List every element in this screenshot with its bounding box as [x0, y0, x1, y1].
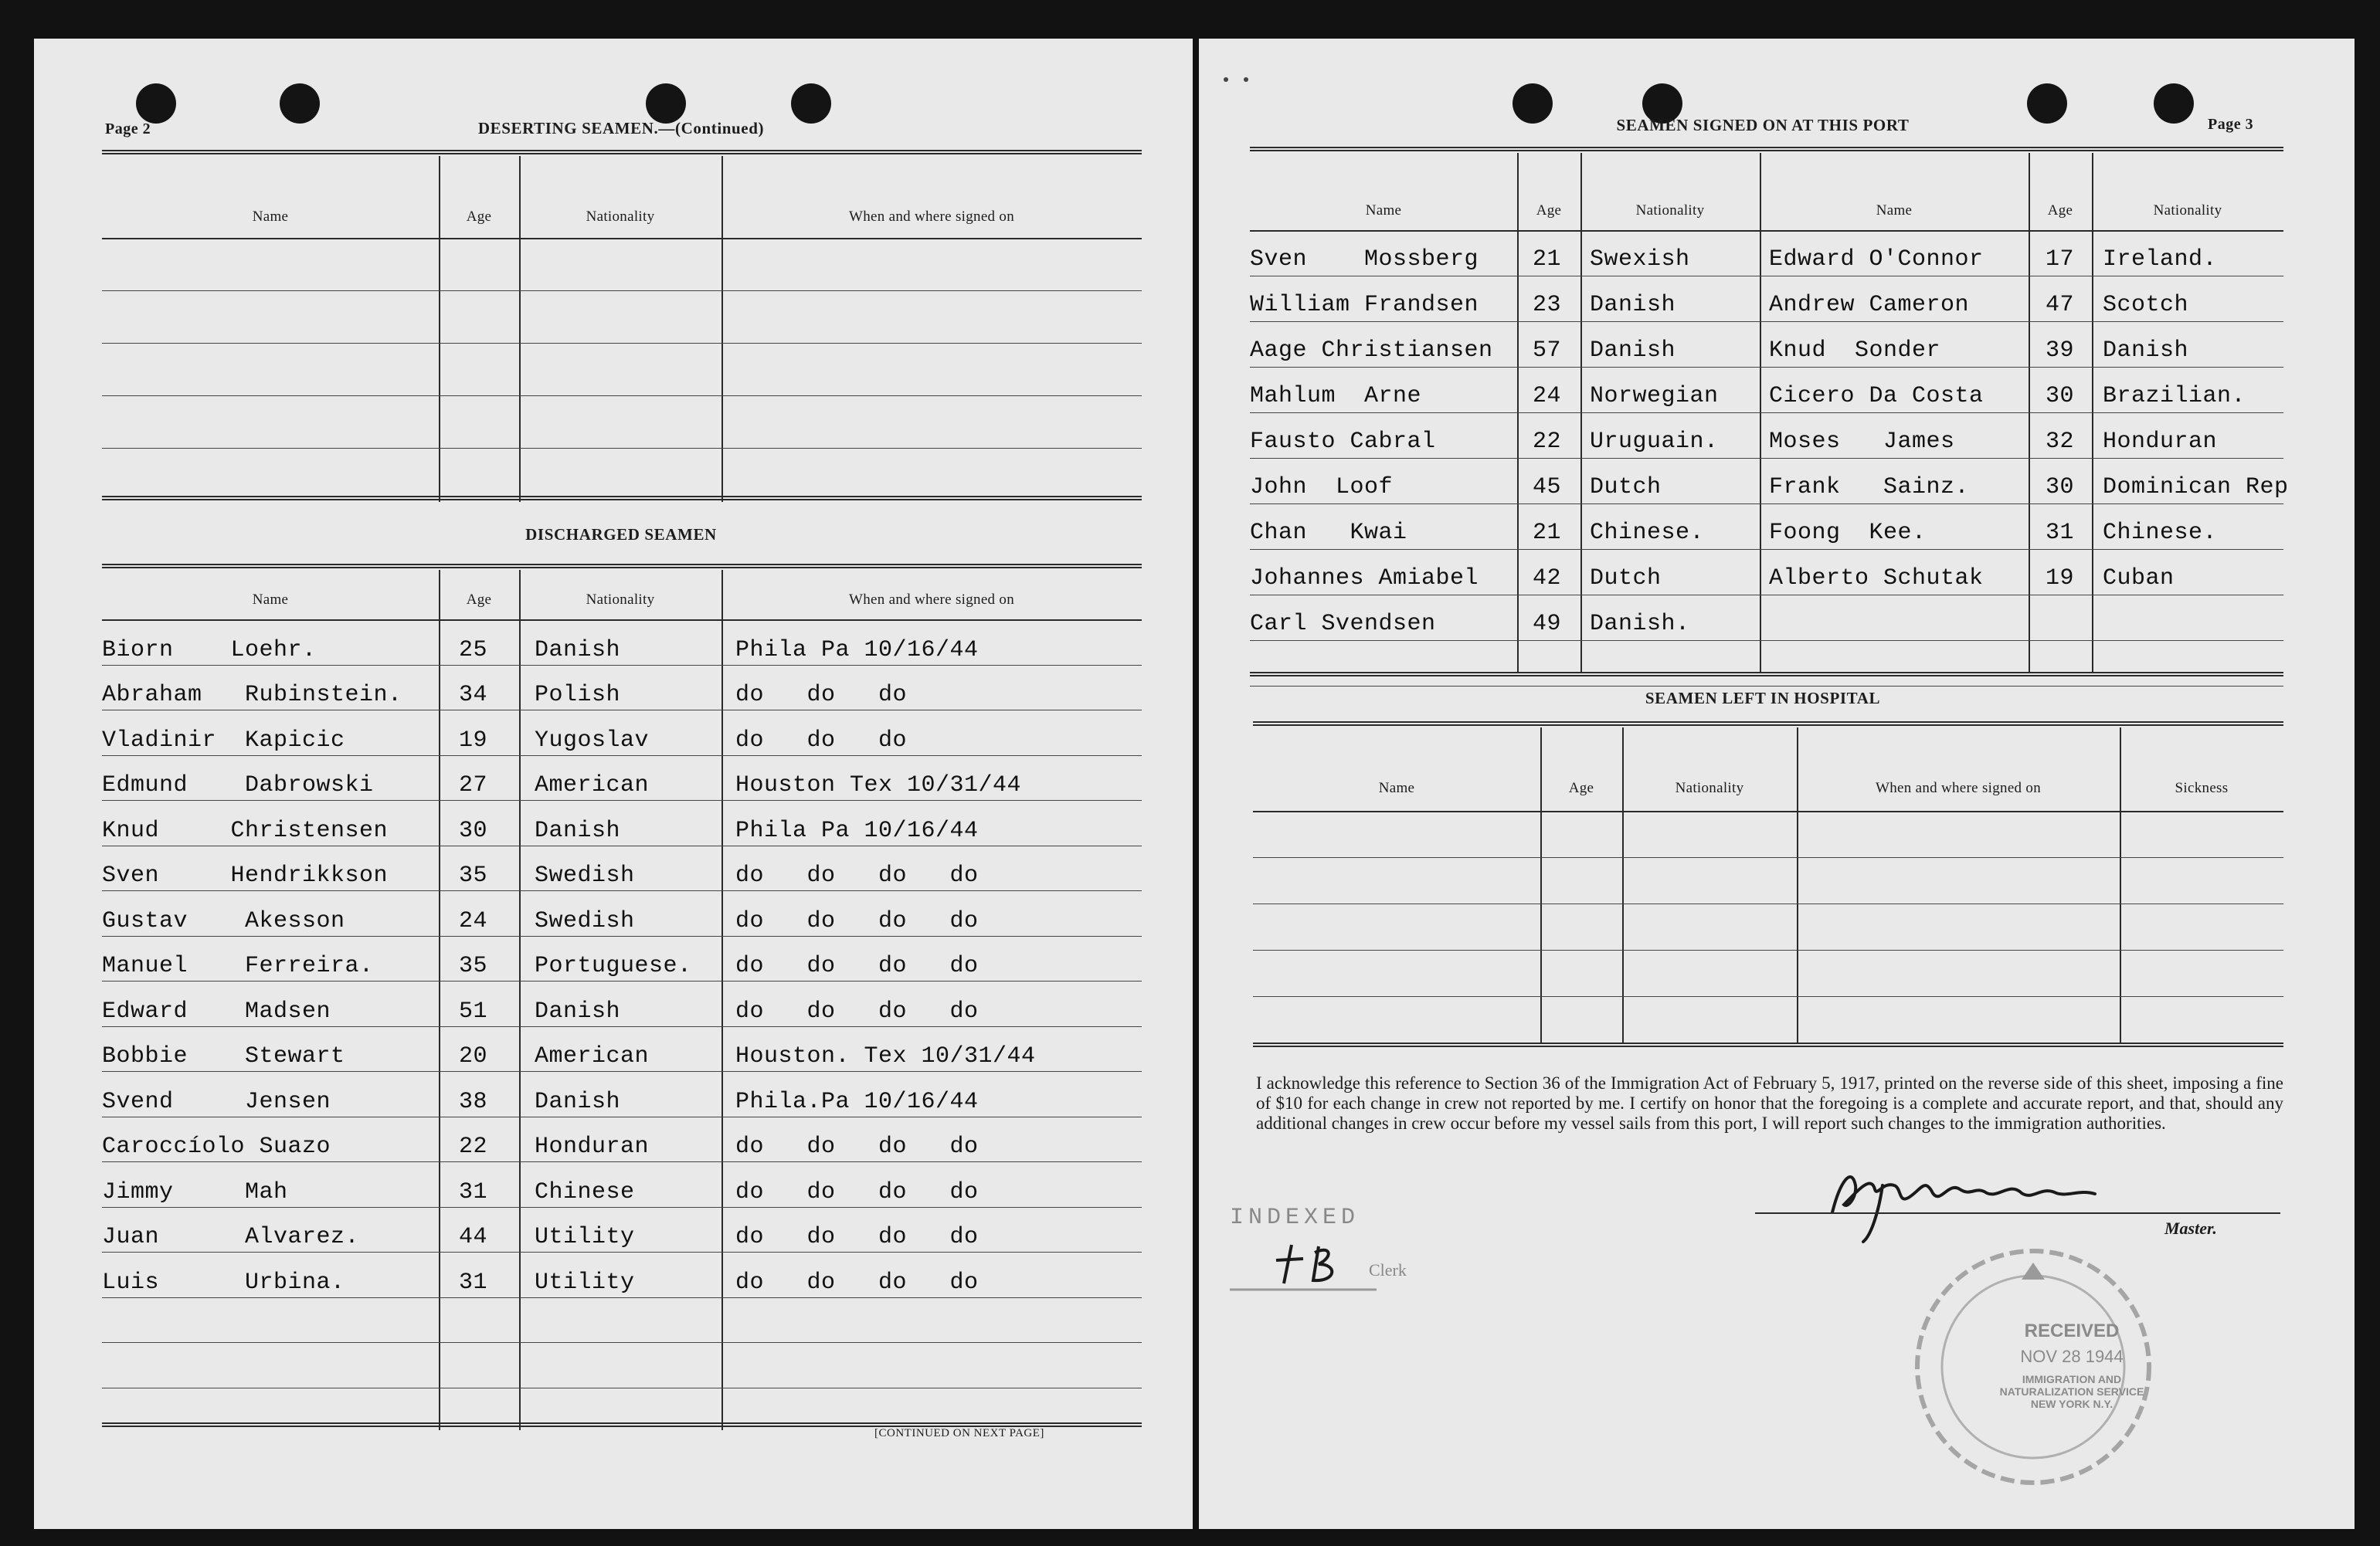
row-name: Cicero Da Costa [1769, 383, 1984, 409]
row-nationality: Danish [535, 817, 621, 844]
row-name: Aage Christiansen [1250, 337, 1493, 364]
row-when-where: do do do do [735, 1269, 979, 1296]
smudge [1244, 77, 1248, 82]
row-nationality: Uruguain. [1590, 429, 1719, 455]
row-name: Mahlum Arne [1250, 383, 1422, 409]
row-nationality: Ireland. [2103, 246, 2218, 273]
row-when-where: Phila.Pa 10/16/44 [735, 1088, 979, 1115]
row-age: 38 [459, 1088, 488, 1115]
row-name: Frank Sainz. [1769, 474, 1970, 500]
col-header-nationality: Nationality [1675, 780, 1744, 796]
signature-line [1755, 1212, 2280, 1214]
row-age: 49 [1533, 611, 1562, 637]
row-when-where: do do do do [735, 1134, 979, 1160]
hospital-title: SEAMEN LEFT IN HOSPITAL [1645, 689, 1881, 707]
row-nationality: Portuguese. [535, 953, 692, 979]
row-nationality: Scotch [2103, 292, 2189, 318]
row-when-where: do do do do [735, 1178, 979, 1205]
smudge [1224, 77, 1228, 82]
row-age: 32 [2046, 429, 2075, 455]
punch-hole [136, 83, 176, 124]
stamp-agency: IMMIGRATION AND NATURALIZATION SERVICE NEW YORK N.Y. [1999, 1373, 2144, 1410]
signed-on-title: SEAMEN SIGNED ON AT THIS PORT [1616, 116, 1910, 134]
row-age: 34 [459, 682, 488, 708]
right-page [1199, 39, 2355, 1529]
col-header-nationality: Nationality [586, 209, 655, 225]
row-age: 23 [1533, 292, 1562, 318]
row-name: Svend Jensen [102, 1088, 331, 1115]
indexed-stamp: INDEXED [1230, 1205, 1360, 1231]
row-nationality: Dutch [1590, 474, 1662, 500]
col-header-age: Age [466, 209, 492, 225]
row-name: Sven Mossberg [1250, 246, 1479, 273]
row-age: 22 [459, 1134, 488, 1160]
col-header-name: Name [1378, 780, 1415, 796]
row-when-where: do do do do [735, 1224, 979, 1250]
row-nationality: Chinese. [2103, 520, 2218, 546]
row-name: Luis Urbina. [102, 1269, 345, 1296]
master-label: Master. [2164, 1219, 2217, 1238]
row-nationality: Honduran [2103, 429, 2218, 455]
row-age: 45 [1533, 474, 1562, 500]
row-age: 30 [2046, 474, 2075, 500]
row-nationality: Danish [1590, 292, 1676, 318]
row-name: Knud Christensen [102, 817, 389, 844]
punch-hole [280, 83, 320, 124]
row-nationality: Norwegian [1590, 383, 1719, 409]
row-name: Edward O'Connor [1769, 246, 1984, 273]
row-age: 35 [459, 953, 488, 979]
col-header-name: Name [252, 209, 289, 225]
row-age: 47 [2046, 292, 2075, 318]
row-age: 57 [1533, 337, 1562, 364]
row-nationality: Danish [2103, 337, 2189, 364]
row-nationality: Swedish [535, 863, 635, 889]
col-header-sickness: Sickness [2175, 780, 2229, 796]
row-age: 17 [2046, 246, 2075, 273]
row-name: Edward Madsen [102, 998, 331, 1025]
row-when-where: do do do [735, 727, 908, 754]
master-signature [1809, 1151, 2118, 1243]
row-name: Juan Alvarez. [102, 1224, 360, 1250]
col-header-when-where: When and where signed on [1875, 780, 2042, 796]
row-when-where: do do do do [735, 953, 979, 979]
row-age: 30 [459, 817, 488, 844]
row-nationality: Swedish [535, 907, 635, 934]
row-nationality: Polish [535, 682, 621, 708]
signed-on-table [1250, 147, 2289, 710]
col-header-age: Age [1536, 202, 1562, 219]
row-nationality: Danish [1590, 337, 1676, 364]
row-nationality: Dutch [1590, 565, 1662, 592]
row-age: 51 [459, 998, 488, 1025]
continued-note: [CONTINUED ON NEXT PAGE] [874, 1427, 1044, 1439]
col-header-age: Age [2047, 202, 2073, 219]
row-nationality: Cuban [2103, 565, 2175, 592]
col-header-name: Name [252, 592, 289, 608]
row-nationality: American [535, 772, 650, 798]
row-name: Andrew Cameron [1769, 292, 1970, 318]
acknowledgment-text: I acknowledge this reference to Section 36 of the Immigration Act of February 5, 1917, printed on the reverse side of this sheet, imposing a fine of $10 for each change in crew not reported by me. I certify on honor that the foregoing is a complete and accurate report, and that, should any additional changes in crew occur before my vessel sails from this port, I will report such changes to the immigration authorities. [1256, 1073, 2283, 1133]
row-when-where: do do do do [735, 863, 979, 889]
row-nationality: Danish. [1590, 611, 1690, 637]
row-age: 20 [459, 1043, 488, 1070]
row-name: Gustav Akesson [102, 907, 345, 934]
page-label: Page 3 [2208, 116, 2254, 133]
col-header-name: Name [1365, 202, 1402, 219]
row-name: Carl Svendsen [1250, 611, 1436, 637]
row-when-where: do do do do [735, 907, 979, 934]
row-age: 19 [459, 727, 488, 754]
row-name: Vladinir Kapicic [102, 727, 345, 754]
deserting-title: DESERTING SEAMEN.—(Continued) [477, 119, 765, 137]
discharged-title: DISCHARGED SEAMEN [525, 525, 717, 544]
hospital-table [1253, 721, 2283, 1053]
row-name: Jimmy Mah [102, 1178, 288, 1205]
row-nationality: Danish [535, 998, 621, 1025]
row-age: 24 [459, 907, 488, 934]
clerk-initials [1230, 1237, 1384, 1291]
row-age: 39 [2046, 337, 2075, 364]
row-nationality: Chinese [535, 1178, 635, 1205]
row-name: Manuel Ferreira. [102, 953, 374, 979]
row-age: 42 [1533, 565, 1562, 592]
deserting-seamen-table [102, 150, 1142, 505]
row-name: John Loof [1250, 474, 1394, 500]
row-when-where: Houston. Tex 10/31/44 [735, 1043, 1036, 1070]
row-age: 21 [1533, 520, 1562, 546]
col-header-nationality: Nationality [586, 592, 655, 608]
stamp-date: NOV 28 1944 [2020, 1347, 2124, 1366]
left-page [34, 39, 1193, 1529]
row-age: 30 [2046, 383, 2075, 409]
row-nationality: Utility [535, 1269, 635, 1296]
row-name: Biorn Loehr. [102, 636, 317, 663]
row-nationality: Utility [535, 1224, 635, 1250]
row-name: Moses James [1769, 429, 1955, 455]
row-nationality: Brazilian. [2103, 383, 2246, 409]
row-name: Bobbie Stewart [102, 1043, 345, 1070]
row-age: 35 [459, 863, 488, 889]
stamp-received: RECEIVED [2024, 1321, 2120, 1341]
col-header-age: Age [1568, 780, 1594, 796]
row-name: Abraham Rubinstein. [102, 682, 402, 708]
discharged-seamen-table [102, 564, 1142, 1436]
row-nationality: American [535, 1043, 650, 1070]
row-age: 21 [1533, 246, 1562, 273]
col-header-nationality: Nationality [2153, 202, 2222, 219]
col-header-nationality: Nationality [1635, 202, 1705, 219]
row-when-where: Phila Pa 10/16/44 [735, 817, 979, 844]
row-nationality: Danish [535, 1088, 621, 1115]
punch-hole [646, 83, 686, 124]
punch-hole [791, 83, 831, 124]
page-label: Page 2 [105, 120, 151, 137]
row-when-where: do do do [735, 682, 908, 708]
row-age: 19 [2046, 565, 2075, 592]
col-header-name: Name [1876, 202, 1913, 219]
row-name: Caroccíolo Suazo [102, 1134, 331, 1160]
row-name: Knud Sonder [1769, 337, 1941, 364]
row-when-where: Houston Tex 10/31/44 [735, 772, 1022, 798]
row-nationality: Swexish [1590, 246, 1690, 273]
col-header-when-where: When and where signed on [848, 592, 1015, 608]
col-header-age: Age [466, 592, 492, 608]
row-age: 22 [1533, 429, 1562, 455]
col-header-when-where: When and where signed on [848, 209, 1015, 225]
row-nationality: Danish [535, 636, 621, 663]
row-name: William Frandsen [1250, 292, 1479, 318]
row-name: Foong Kee. [1769, 520, 1927, 546]
row-age: 31 [459, 1269, 488, 1296]
row-name: Alberto Schutak [1769, 565, 1984, 592]
row-age: 27 [459, 772, 488, 798]
row-age: 25 [459, 636, 488, 663]
row-when-where: Phila Pa 10/16/44 [735, 636, 979, 663]
row-name: Edmund Dabrowski [102, 772, 374, 798]
row-age: 24 [1533, 383, 1562, 409]
row-nationality: Dominican Rep [2103, 474, 2289, 500]
punch-hole [2154, 83, 2194, 124]
row-when-where: do do do do [735, 998, 979, 1025]
row-name: Sven Hendrikkson [102, 863, 389, 889]
row-name: Johannes Amiabel [1250, 565, 1479, 592]
row-nationality: Yugoslav [535, 727, 650, 754]
row-nationality: Honduran [535, 1134, 650, 1160]
row-age: 31 [459, 1178, 488, 1205]
row-nationality: Chinese. [1590, 520, 1705, 546]
stamp-text [1995, 1321, 2149, 1410]
row-age: 44 [459, 1224, 488, 1250]
clerk-label: Clerk [1369, 1260, 1407, 1280]
row-age: 31 [2046, 520, 2075, 546]
row-name: Chan Kwai [1250, 520, 1407, 546]
row-name: Fausto Cabral [1250, 429, 1436, 455]
